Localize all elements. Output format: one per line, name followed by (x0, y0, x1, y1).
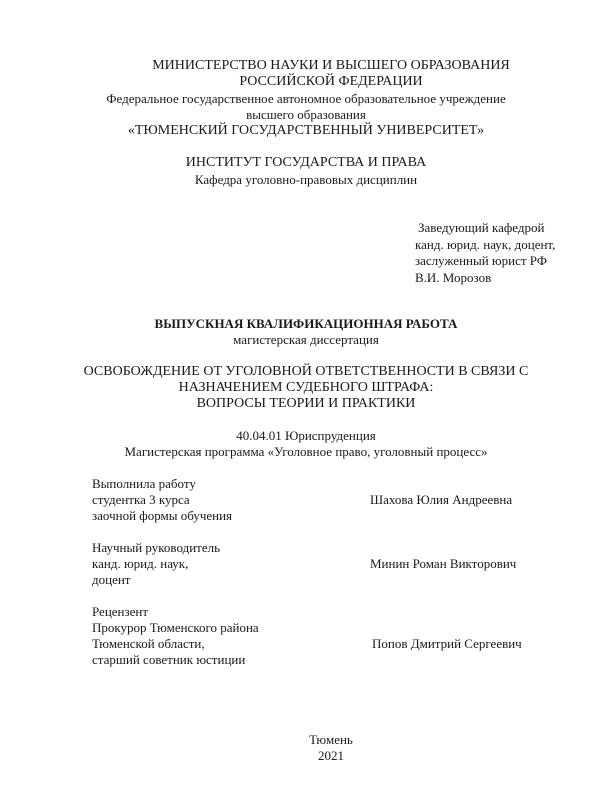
footer-city: Тюмень (309, 732, 353, 747)
approval-line-4: В.И. Морозов (415, 270, 492, 285)
reviewer-name: Попов Дмитрий Сергеевич (372, 636, 522, 651)
author-role-1: Выполнила работу (92, 476, 196, 491)
institution-line-2: высшего образования (246, 107, 366, 122)
author-name: Шахова Юлия Андреевна (370, 492, 513, 507)
author-role-3: заочной формы обучения (92, 508, 233, 523)
institute-name: ИНСТИТУТ ГОСУДАРСТВА И ПРАВА (185, 155, 427, 170)
approval-line-1: Заведующий кафедрой (418, 220, 545, 235)
approval-line-2: канд. юрид. наук, доцент, (415, 237, 556, 252)
work-title-line-2: НАЗНАЧЕНИЕМ СУДЕБНОГО ШТРАФА: (178, 380, 434, 395)
supervisor-role-1: Научный руководитель (92, 540, 221, 555)
work-subtype: магистерская диссертация (233, 332, 379, 347)
master-program: Магистерская программа «Уголовное право, уголовный процесс» (124, 444, 488, 459)
supervisor-role-2: канд. юрид. наук, (92, 556, 189, 571)
work-title-line-1: ОСВОБОЖДЕНИЕ ОТ УГОЛОВНОЙ ОТВЕТСТВЕННОСТИ В СВЯЗИ С (83, 364, 529, 379)
author-role-2: студентка 3 курса (92, 492, 190, 507)
supervisor-name: Минин Роман Викторович (370, 556, 517, 571)
reviewer-role-3: Тюменской области, (92, 636, 205, 651)
specialty-code: 40.04.01 Юриспруденция (236, 428, 376, 443)
work-type: ВЫПУСКНАЯ КВАЛИФИКАЦИОННАЯ РАБОТА (154, 316, 458, 331)
supervisor-role-3: доцент (92, 572, 131, 587)
reviewer-role-1: Рецензент (92, 604, 149, 619)
reviewer-role-2: Прокурор Тюменского района (92, 620, 259, 635)
work-title-line-3: ВОПРОСЫ ТЕОРИИ И ПРАКТИКИ (196, 396, 416, 411)
ministry-line-2: РОССИЙСКОЙ ФЕДЕРАЦИИ (239, 74, 423, 89)
reviewer-role-4: старший советник юстиции (92, 652, 246, 667)
department-name: Кафедра уголовно-правовых дисциплин (194, 172, 418, 187)
institution-line-1: Федеральное государственное автономное образовательное учреждение (106, 91, 506, 106)
university-name: «ТЮМЕНСКИЙ ГОСУДАРСТВЕННЫЙ УНИВЕРСИТЕТ» (127, 123, 485, 138)
approval-line-3: заслуженный юрист РФ (415, 253, 548, 268)
footer-year: 2021 (318, 748, 344, 763)
ministry-line-1: МИНИСТЕРСТВО НАУКИ И ВЫСШЕГО ОБРАЗОВАНИЯ (152, 58, 510, 73)
